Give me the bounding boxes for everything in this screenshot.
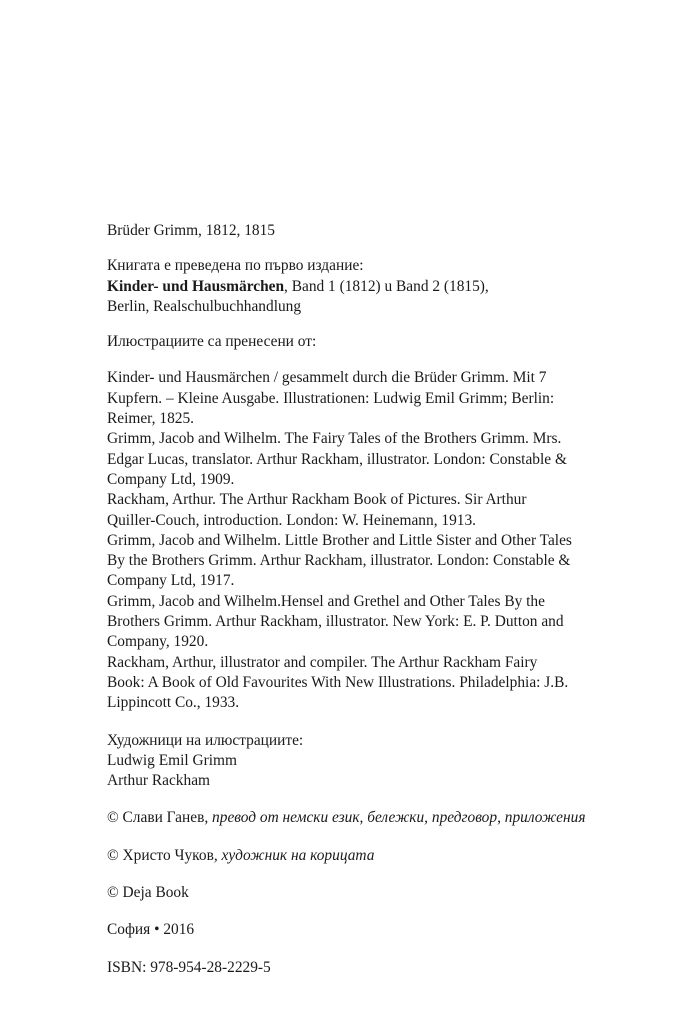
source-line: Edgar Lucas, translator. Arthur Rackham, illustrator. London: Constable & [107,450,567,468]
source-line: Quiller-Couch, introduction. London: W. Heinemann, 1913. [107,511,477,529]
translator-credit [107,808,627,828]
translation-note [107,256,627,317]
original-year-line: Brüder Grimm, 1812, 1815 [107,222,275,239]
translator-name: © Слави Ганев [107,809,205,827]
source-entry [107,368,627,429]
source-line: Kupfern. – Kleine Ausgabe. Illustrationen: Ludwig Emil Grimm; Berlin: [107,389,555,407]
source-line: Reimer, 1825. [107,410,195,428]
source-line: Grimm, Jacob and Wilhelm. Little Brother and Little Sister and Other Tales [107,531,572,549]
artists-block [107,731,627,792]
source-line: Lippincott Co., 1933. [107,694,240,712]
cover-artist-name: © Христо Чуков [107,846,214,864]
source-entry [107,653,627,714]
source-line: Company Ltd, 1909. [107,470,235,488]
source-line: Book: A Book of Old Favourites With New Illustrations. Philadelphia: J.B. [107,673,569,691]
source-entry [107,429,627,490]
page-content [107,221,627,978]
publisher-credit: © Deja Book [107,884,189,902]
original-volumes: , Band 1 (1812) u Band 2 (1815), [284,277,489,295]
illustration-sources [107,368,627,713]
source-line: Grimm, Jacob and Wilhelm. The Fairy Tales of the Brothers Grimm. Mrs. [107,430,562,448]
cover-artist-role: , художник на корицата [213,846,375,864]
original-publisher: Berlin, Realschulbuchhandlung [107,297,302,315]
artists-heading: Художници на илюстрациите: [107,731,304,749]
source-entry [107,592,627,653]
city-year: София • 2016 [107,921,195,939]
translator-role: , превод от немски език, бележки, предговор, приложения [204,809,586,827]
isbn: ISBN: 978-954-28-2229-5 [107,958,271,976]
translation-intro: Книгата е преведена по първо издание: [107,257,364,275]
source-line: Grimm, Jacob and Wilhelm.Hensel and Grethel and Other Tales By the [107,592,545,610]
source-line: Rackham, Arthur. The Arthur Rackham Book of Pictures. Sir Arthur [107,491,527,509]
source-line: Company Ltd, 1917. [107,572,235,590]
source-entry [107,531,627,592]
artist-name: Arthur Rackham [107,772,210,790]
source-entry [107,490,627,531]
original-edition-line [107,277,627,297]
source-line: Company, 1920. [107,633,209,651]
cover-artist-credit [107,846,627,866]
source-line: By the Brothers Grimm. Arthur Rackham, illustrator. London: Constable & [107,552,571,570]
source-line: Rackham, Arthur, illustrator and compiler. The Arthur Rackham Fairy [107,653,538,671]
source-line: Brothers Grimm. Arthur Rackham, illustrator. New York: E. P. Dutton and [107,613,564,631]
original-title: Kinder- und Hausmärchen [107,277,285,295]
illustrations-heading: Илюстрациите са пренесени от: [107,333,317,351]
artist-name: Ludwig Emil Grimm [107,751,237,769]
source-line: Kinder- und Hausmärchen / gesammelt durch die Brüder Grimm. Mit 7 [107,369,547,387]
